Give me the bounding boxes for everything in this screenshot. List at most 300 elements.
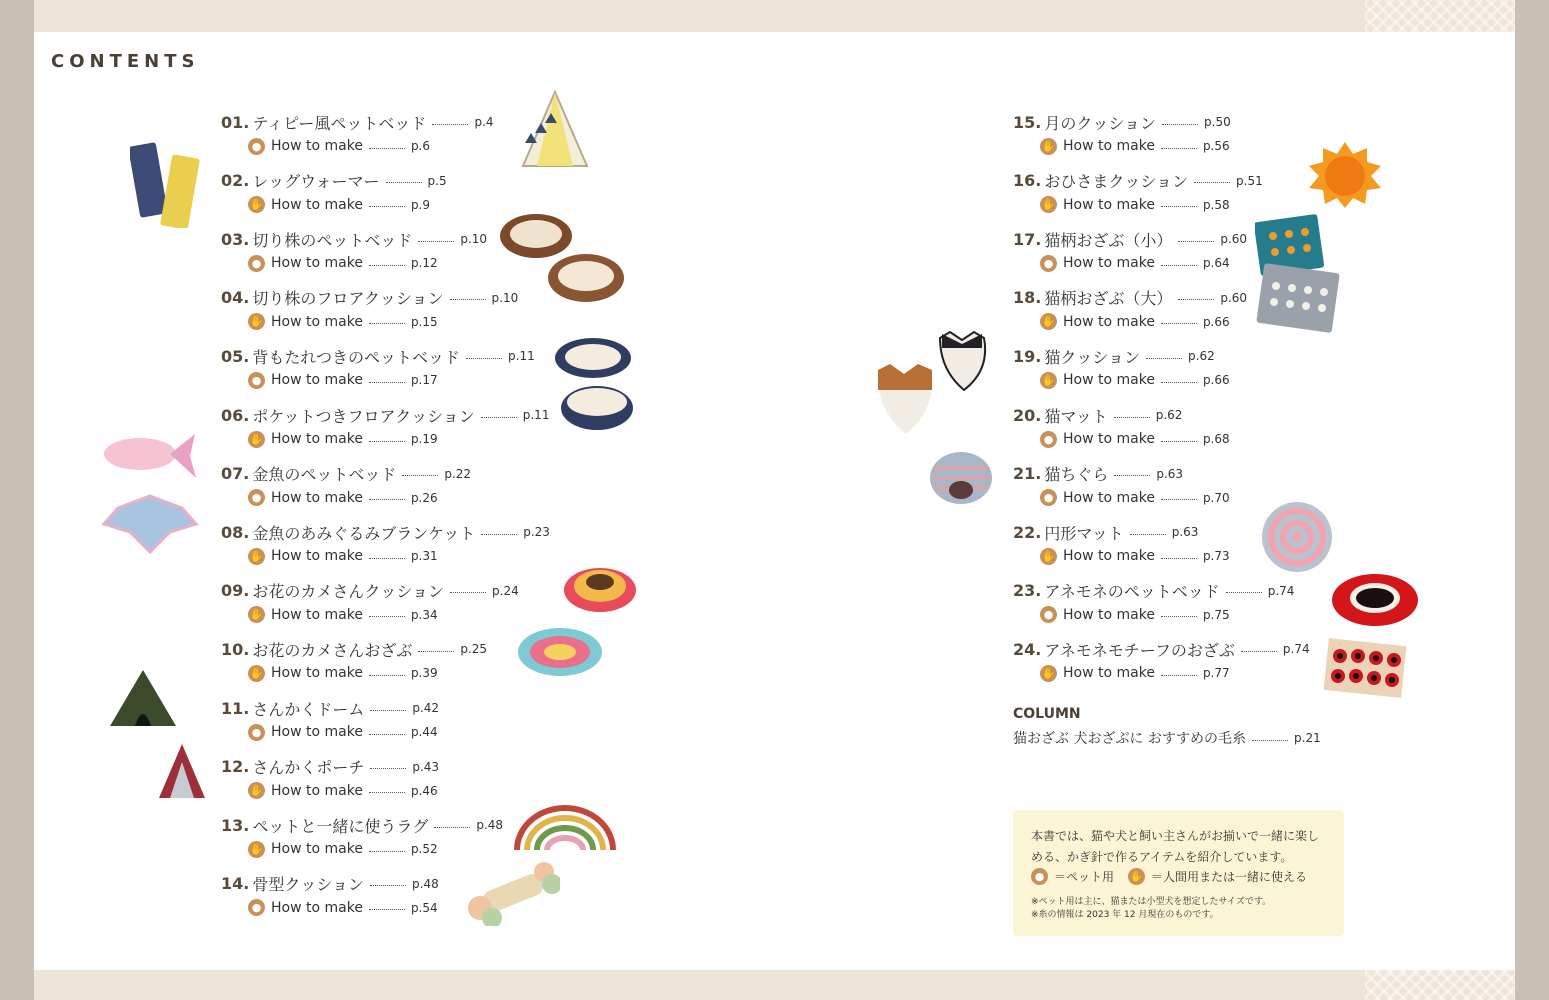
- leader-dots: [369, 909, 405, 910]
- hand-icon: ✋: [249, 842, 264, 856]
- hand-icon: ✋: [1041, 373, 1056, 387]
- entry-number: 06.: [221, 405, 250, 425]
- stump-bed-photo: [498, 208, 628, 308]
- hand-icon: ✋: [249, 549, 264, 563]
- leader-dots: [1161, 616, 1197, 617]
- entry-page: p.23: [523, 525, 550, 540]
- how-to-make-line[interactable]: [221, 838, 503, 860]
- note-line-2: める、かぎ針で作るアイテムを紹介しています。: [1031, 850, 1293, 864]
- entry-page: p.60: [1220, 232, 1248, 247]
- entry-title-line: [1013, 404, 1230, 426]
- how-to-make-label: How to make: [271, 196, 363, 213]
- leader-dots: [386, 182, 422, 183]
- how-to-make-line[interactable]: [1013, 604, 1294, 626]
- entry-title: 月のクッション: [1044, 113, 1157, 133]
- how-to-make-label: How to make: [271, 431, 363, 447]
- how-to-make-page: p.64: [1202, 256, 1230, 271]
- entry-title-line: [1013, 521, 1230, 543]
- how-to-make-page: p.17: [410, 373, 438, 388]
- entry-page: p.11: [522, 408, 550, 422]
- entry-title: お花のカメさんおざぶ: [252, 640, 413, 660]
- entry-page: p.74: [1282, 642, 1310, 657]
- entry-page: p.74: [1267, 583, 1295, 598]
- how-to-make-line[interactable]: [221, 369, 535, 391]
- leader-dots: [369, 734, 405, 735]
- leader-dots: [1161, 206, 1197, 207]
- entry-title-line: [1013, 638, 1310, 660]
- entry-title: ティピー風ペットベッド: [252, 113, 427, 133]
- contents-entry[interactable]: [221, 814, 503, 860]
- hand-icon: ✋: [249, 784, 264, 798]
- leader-dots: [418, 651, 454, 652]
- entry-number: 14.: [221, 874, 250, 894]
- entry-page: p.63: [1156, 466, 1184, 481]
- top-border: [34, 0, 1515, 32]
- entry-title: さんかくポーチ: [252, 758, 365, 778]
- how-to-make-page: p.34: [410, 607, 438, 622]
- contents-entry[interactable]: [1013, 638, 1310, 684]
- leader-dots: [1130, 534, 1166, 535]
- how-to-make-label: How to make: [1063, 665, 1155, 682]
- contents-entry[interactable]: [1013, 404, 1230, 450]
- flower-turtle-cushion-photo: [560, 560, 640, 620]
- entry-title-line: [1013, 287, 1247, 309]
- how-to-make-page: p.39: [410, 666, 438, 681]
- entry-page: p.25: [460, 642, 488, 657]
- leader-dots: [369, 382, 405, 383]
- how-to-make-page: p.44: [410, 725, 438, 739]
- how-to-make-page: p.70: [1202, 490, 1230, 505]
- entry-number: 08.: [221, 522, 250, 542]
- leader-dots: [1161, 558, 1197, 559]
- how-to-make-label: How to make: [271, 255, 363, 272]
- entry-page: p.10: [460, 232, 488, 247]
- how-to-make-label: How to make: [1063, 138, 1155, 154]
- entry-number: 01.: [221, 112, 250, 132]
- entry-page: p.62: [1155, 408, 1183, 422]
- how-to-make-label: How to make: [1063, 431, 1155, 447]
- leader-dots: [1241, 651, 1277, 652]
- how-to-make-page: p.31: [410, 549, 438, 564]
- leader-dots: [432, 124, 468, 125]
- leader-dots: [370, 768, 406, 769]
- how-to-make-label: How to make: [1063, 313, 1155, 330]
- leader-dots: [370, 710, 406, 711]
- note-small-2: ※糸の情報は 2023 年 12 月現在のものです。: [1031, 910, 1219, 920]
- rainbow-rug-photo: [513, 804, 617, 852]
- contents-entry[interactable]: [221, 228, 487, 274]
- entry-number: 20.: [1013, 405, 1042, 425]
- leader-dots: [369, 441, 405, 442]
- leader-dots: [369, 148, 405, 149]
- right-border: [1515, 0, 1549, 1000]
- paw-icon: ●: [1040, 255, 1057, 272]
- entry-number: 11.: [221, 698, 250, 718]
- paw-icon: ●: [1040, 606, 1057, 623]
- entry-page: p.48: [476, 818, 504, 833]
- how-to-make-line[interactable]: [1013, 662, 1310, 684]
- contents-entry[interactable]: [221, 463, 471, 509]
- leader-dots: [1161, 675, 1197, 676]
- entry-title-line: [221, 463, 471, 485]
- entry-title: さんかくドーム: [252, 699, 365, 719]
- entry-page: p.50: [1204, 115, 1231, 129]
- how-to-make-page: p.15: [410, 314, 438, 329]
- leader-dots: [481, 417, 517, 418]
- hand-icon: ✋: [249, 432, 264, 446]
- entry-number: 23.: [1013, 581, 1042, 601]
- entry-title-line: [221, 697, 439, 719]
- leader-dots: [1161, 441, 1197, 442]
- cat-cushions-photo: [876, 330, 994, 438]
- entry-page: p.10: [491, 290, 519, 305]
- anemone-mat-photo: [1322, 636, 1408, 698]
- leader-dots: [402, 475, 438, 476]
- column-entry[interactable]: [1013, 728, 1321, 748]
- contents-entry[interactable]: [221, 756, 439, 802]
- paw-icon: ●: [1040, 489, 1057, 506]
- how-to-make-line[interactable]: [221, 604, 519, 626]
- entry-title-line: [1013, 228, 1247, 250]
- paw-icon: ●: [248, 724, 265, 741]
- leader-dots: [1161, 148, 1197, 149]
- leader-dots: [1162, 124, 1198, 125]
- contents-entry[interactable]: [221, 111, 494, 157]
- how-to-make-label: How to make: [1063, 606, 1155, 623]
- contents-entry[interactable]: [1013, 345, 1230, 391]
- how-to-make-line[interactable]: [1013, 135, 1231, 157]
- entry-title-line: [1013, 463, 1230, 485]
- how-to-make-label: How to make: [1063, 548, 1155, 565]
- paw-icon: ●: [1040, 431, 1057, 448]
- entry-page: p.62: [1188, 349, 1215, 364]
- entry-title: アネモネのペットベッド: [1044, 582, 1220, 602]
- entry-page: p.11: [508, 349, 535, 364]
- how-to-make-label: How to make: [271, 665, 363, 682]
- contents-entry[interactable]: [221, 521, 550, 567]
- contents-entry[interactable]: [221, 638, 487, 684]
- entry-page: p.51: [1236, 173, 1263, 188]
- contents-entry[interactable]: [1013, 463, 1230, 509]
- how-to-make-page: p.56: [1202, 139, 1230, 153]
- entry-number: 05.: [221, 346, 250, 366]
- contents-entry[interactable]: [1013, 287, 1247, 333]
- hand-icon: ✋: [249, 608, 264, 622]
- how-to-make-line[interactable]: [221, 311, 518, 333]
- how-to-make-line[interactable]: [1013, 311, 1247, 333]
- leader-dots: [369, 851, 405, 852]
- entry-title: ペットと一緒に使うラグ: [252, 816, 429, 836]
- entry-title: お花のカメさんクッション: [252, 582, 445, 602]
- paw-icon: ●: [248, 899, 265, 916]
- how-to-make-page: p.9: [410, 197, 431, 212]
- contents-entry[interactable]: [1013, 580, 1294, 626]
- paw-icon: ●: [248, 489, 265, 506]
- entry-page: p.60: [1220, 290, 1248, 305]
- entry-page: p.4: [474, 115, 494, 129]
- entry-title: レッグウォーマー: [252, 172, 380, 192]
- note-line-1: 本書では、猫や犬と飼い主さんがお揃いで一緒に楽し: [1031, 829, 1320, 843]
- sun-cushion-photo: [1305, 140, 1385, 210]
- entry-title: 背もたれつきのペットベッド: [252, 347, 461, 367]
- entry-title-line: [221, 756, 439, 778]
- entry-title-line: [1013, 111, 1231, 133]
- contents-entry[interactable]: [221, 170, 447, 216]
- note-small-1: ※ペット用は主に、猫または小型犬を想定したサイズです。: [1031, 897, 1272, 907]
- entry-title: 切り株のペットベッド: [252, 230, 413, 250]
- paw-icon: ●: [1031, 868, 1048, 885]
- how-to-make-line[interactable]: [221, 780, 439, 802]
- entry-number: 07.: [221, 464, 250, 484]
- hand-icon: ✋: [1041, 666, 1056, 680]
- knit-pattern-bottom: [1365, 970, 1515, 1000]
- how-to-make-page: p.12: [410, 256, 438, 271]
- contents-entry[interactable]: [1013, 111, 1231, 157]
- leader-dots: [450, 592, 486, 593]
- entry-page: p.24: [492, 583, 519, 598]
- contents-entry[interactable]: [1013, 228, 1247, 274]
- leader-dots: [418, 241, 454, 242]
- leader-dots: [1178, 241, 1214, 242]
- leader-dots: [1161, 323, 1197, 324]
- leader-dots: [450, 299, 486, 300]
- contents-entry[interactable]: [221, 287, 518, 333]
- how-to-make-line[interactable]: [221, 194, 447, 216]
- how-to-make-label: How to make: [1063, 489, 1155, 506]
- how-to-make-line[interactable]: [221, 721, 439, 743]
- legend-human: ＝人間用または一緒に使える: [1151, 870, 1308, 884]
- flower-turtle-mat-photo: [515, 624, 605, 682]
- leader-dots: [370, 885, 406, 886]
- hand-icon: ✋: [1041, 198, 1056, 212]
- entry-title-line: [221, 521, 550, 543]
- contents-entry[interactable]: [1013, 521, 1230, 567]
- how-to-make-label: How to make: [271, 841, 363, 858]
- entry-number: 03.: [221, 229, 250, 249]
- how-to-make-page: p.73: [1202, 549, 1230, 564]
- how-to-make-page: p.68: [1202, 432, 1230, 446]
- entry-number: 09.: [221, 581, 250, 601]
- triangle-dome-photo: [108, 668, 178, 730]
- how-to-make-label: How to make: [271, 372, 363, 389]
- how-to-make-label: How to make: [271, 899, 363, 916]
- paw-icon: ●: [248, 372, 265, 389]
- leader-dots: [1146, 358, 1182, 359]
- leader-dots: [369, 558, 405, 559]
- entry-number: 21.: [1013, 464, 1042, 484]
- entry-page: p.48: [412, 876, 439, 891]
- leader-dots: [1114, 417, 1150, 418]
- entry-title: 猫クッション: [1044, 347, 1141, 367]
- legend-pet: ＝ペット用: [1054, 870, 1115, 884]
- entry-title-line: [221, 404, 549, 426]
- entry-page: p.5: [427, 173, 447, 188]
- entry-number: 17.: [1013, 229, 1042, 249]
- leader-dots: [369, 206, 405, 207]
- leader-dots: [1114, 475, 1150, 476]
- page-title: CONTENTS: [51, 51, 200, 72]
- leader-dots: [481, 534, 517, 535]
- how-to-make-page: p.75: [1202, 607, 1230, 622]
- entry-title-line: [221, 638, 487, 660]
- entry-title: 猫ちぐら: [1044, 465, 1109, 485]
- entry-number: 12.: [221, 757, 250, 777]
- how-to-make-page: p.46: [410, 783, 438, 798]
- how-to-make-label: How to make: [271, 548, 363, 565]
- how-to-make-line[interactable]: [221, 252, 487, 274]
- entry-title: 猫柄おざぶ（大）: [1044, 289, 1173, 309]
- left-border: [0, 0, 34, 1000]
- hand-icon: ✋: [1041, 315, 1056, 329]
- how-to-make-line[interactable]: [1013, 369, 1230, 391]
- paw-icon: ●: [248, 138, 265, 155]
- how-to-make-line[interactable]: [1013, 194, 1263, 216]
- how-to-make-label: How to make: [271, 313, 363, 330]
- how-to-make-page: p.52: [410, 842, 438, 857]
- how-to-make-page: p.66: [1202, 373, 1230, 388]
- contents-entry[interactable]: [1013, 170, 1263, 216]
- how-to-make-line[interactable]: [221, 487, 471, 509]
- entry-number: 15.: [1013, 112, 1042, 132]
- entry-number: 13.: [221, 815, 250, 835]
- how-to-make-label: How to make: [1063, 255, 1155, 272]
- entry-title-line: [221, 814, 503, 836]
- entry-title: 切り株のフロアクッション: [252, 289, 444, 309]
- entry-title-line: [1013, 580, 1294, 602]
- contents-entry[interactable]: [221, 580, 519, 626]
- entry-title: 猫マット: [1044, 406, 1108, 426]
- entry-page: p.22: [444, 466, 472, 481]
- how-to-make-page: p.26: [410, 490, 438, 505]
- how-to-make-line[interactable]: [1013, 428, 1230, 450]
- entry-title-line: [1013, 345, 1230, 367]
- hand-icon: ✋: [249, 198, 264, 212]
- hand-icon: ✋: [249, 315, 264, 329]
- goldfish-photo: [100, 428, 200, 558]
- cat-chigura-photo: [928, 448, 994, 506]
- contents-entry[interactable]: [221, 404, 549, 450]
- leader-dots: [1161, 382, 1197, 383]
- entry-title: アネモネモチーフのおざぶ: [1044, 640, 1235, 660]
- paw-icon: ●: [248, 255, 265, 272]
- how-to-make-page: p.54: [410, 900, 438, 915]
- entry-page: p.43: [412, 759, 440, 774]
- hand-icon: ✋: [1041, 549, 1056, 563]
- bone-cushion-photo: [466, 862, 560, 926]
- leader-dots: [369, 675, 405, 676]
- leader-dots: [1226, 592, 1262, 593]
- leader-dots: [1178, 299, 1214, 300]
- how-to-make-page: p.77: [1202, 666, 1230, 681]
- how-to-make-line[interactable]: [221, 897, 439, 919]
- entry-title: 金魚のあみぐるみブランケット: [252, 523, 476, 543]
- entry-number: 10.: [221, 639, 250, 659]
- leader-dots: [369, 616, 405, 617]
- how-to-make-line[interactable]: [1013, 545, 1230, 567]
- entry-number: 04.: [221, 288, 250, 308]
- anemone-bed-photo: [1330, 570, 1420, 628]
- how-to-make-page: p.6: [410, 139, 431, 153]
- entry-title: おひさまクッション: [1044, 172, 1189, 192]
- how-to-make-line[interactable]: [1013, 487, 1230, 509]
- column-label: COLUMN: [1013, 706, 1081, 722]
- knit-pattern-top: [1365, 0, 1515, 32]
- column-title: 猫おざぶ 犬おざぶに おすすめの毛糸: [1013, 731, 1247, 747]
- how-to-make-label: How to make: [271, 138, 363, 154]
- contents-entry[interactable]: [221, 873, 439, 919]
- entry-number: 16.: [1013, 171, 1042, 191]
- leader-dots: [1194, 182, 1230, 183]
- entry-title-line: [221, 111, 494, 133]
- how-to-make-label: How to make: [271, 606, 363, 623]
- leader-dots: [1252, 740, 1288, 741]
- bottom-border: [34, 970, 1515, 1000]
- hand-icon: ✋: [249, 666, 264, 680]
- entry-number: 18.: [1013, 288, 1042, 308]
- leader-dots: [1161, 499, 1197, 500]
- how-to-make-line[interactable]: [1013, 252, 1247, 274]
- how-to-make-page: p.19: [410, 432, 438, 446]
- entry-number: 02.: [221, 171, 250, 191]
- how-to-make-line[interactable]: [221, 662, 487, 684]
- entry-title: 猫柄おざぶ（小）: [1044, 230, 1173, 250]
- entry-number: 22.: [1013, 522, 1042, 542]
- leader-dots: [369, 792, 405, 793]
- triangle-pouch-photo: [156, 740, 208, 802]
- entry-title-line: [221, 170, 447, 192]
- entry-page: p.63: [1171, 525, 1199, 540]
- entry-title: 円形マット: [1044, 523, 1124, 543]
- entry-number: 24.: [1013, 639, 1042, 659]
- how-to-make-line[interactable]: [221, 545, 550, 567]
- entry-page: p.42: [412, 701, 440, 715]
- entry-title-line: [221, 287, 518, 309]
- note-box: [1013, 810, 1344, 936]
- round-mat-photo: [1260, 500, 1334, 574]
- entry-title: ポケットつきフロアクッション: [252, 406, 475, 426]
- cat-mat-large-photo: [1254, 262, 1346, 336]
- note-legend: [1031, 868, 1307, 885]
- leader-dots: [369, 499, 405, 500]
- how-to-make-label: How to make: [1063, 196, 1155, 213]
- contents-entry[interactable]: [221, 697, 439, 743]
- entry-title-line: [221, 580, 519, 602]
- how-to-make-label: How to make: [1063, 372, 1155, 389]
- entry-title-line: [1013, 170, 1263, 192]
- leader-dots: [369, 265, 405, 266]
- entry-number: 19.: [1013, 346, 1042, 366]
- teepee-bed-photo: [515, 88, 595, 170]
- hand-icon: ✋: [1041, 139, 1056, 153]
- how-to-make-page: p.58: [1202, 197, 1230, 212]
- entry-title: 金魚のペットベッド: [252, 465, 397, 485]
- backrest-bed-photo: [553, 336, 637, 436]
- leader-dots: [369, 323, 405, 324]
- column-page: p.21: [1294, 731, 1321, 745]
- contents-entry[interactable]: [221, 345, 535, 391]
- leader-dots: [466, 358, 502, 359]
- leader-dots: [1161, 265, 1197, 266]
- leader-dots: [434, 827, 470, 828]
- how-to-make-label: How to make: [271, 782, 363, 799]
- how-to-make-label: How to make: [271, 724, 363, 740]
- entry-title-line: [221, 873, 439, 895]
- entry-title-line: [221, 228, 487, 250]
- leg-warmers-photo: [130, 138, 206, 228]
- how-to-make-line[interactable]: [221, 135, 494, 157]
- how-to-make-label: How to make: [271, 489, 363, 506]
- how-to-make-line[interactable]: [221, 428, 549, 450]
